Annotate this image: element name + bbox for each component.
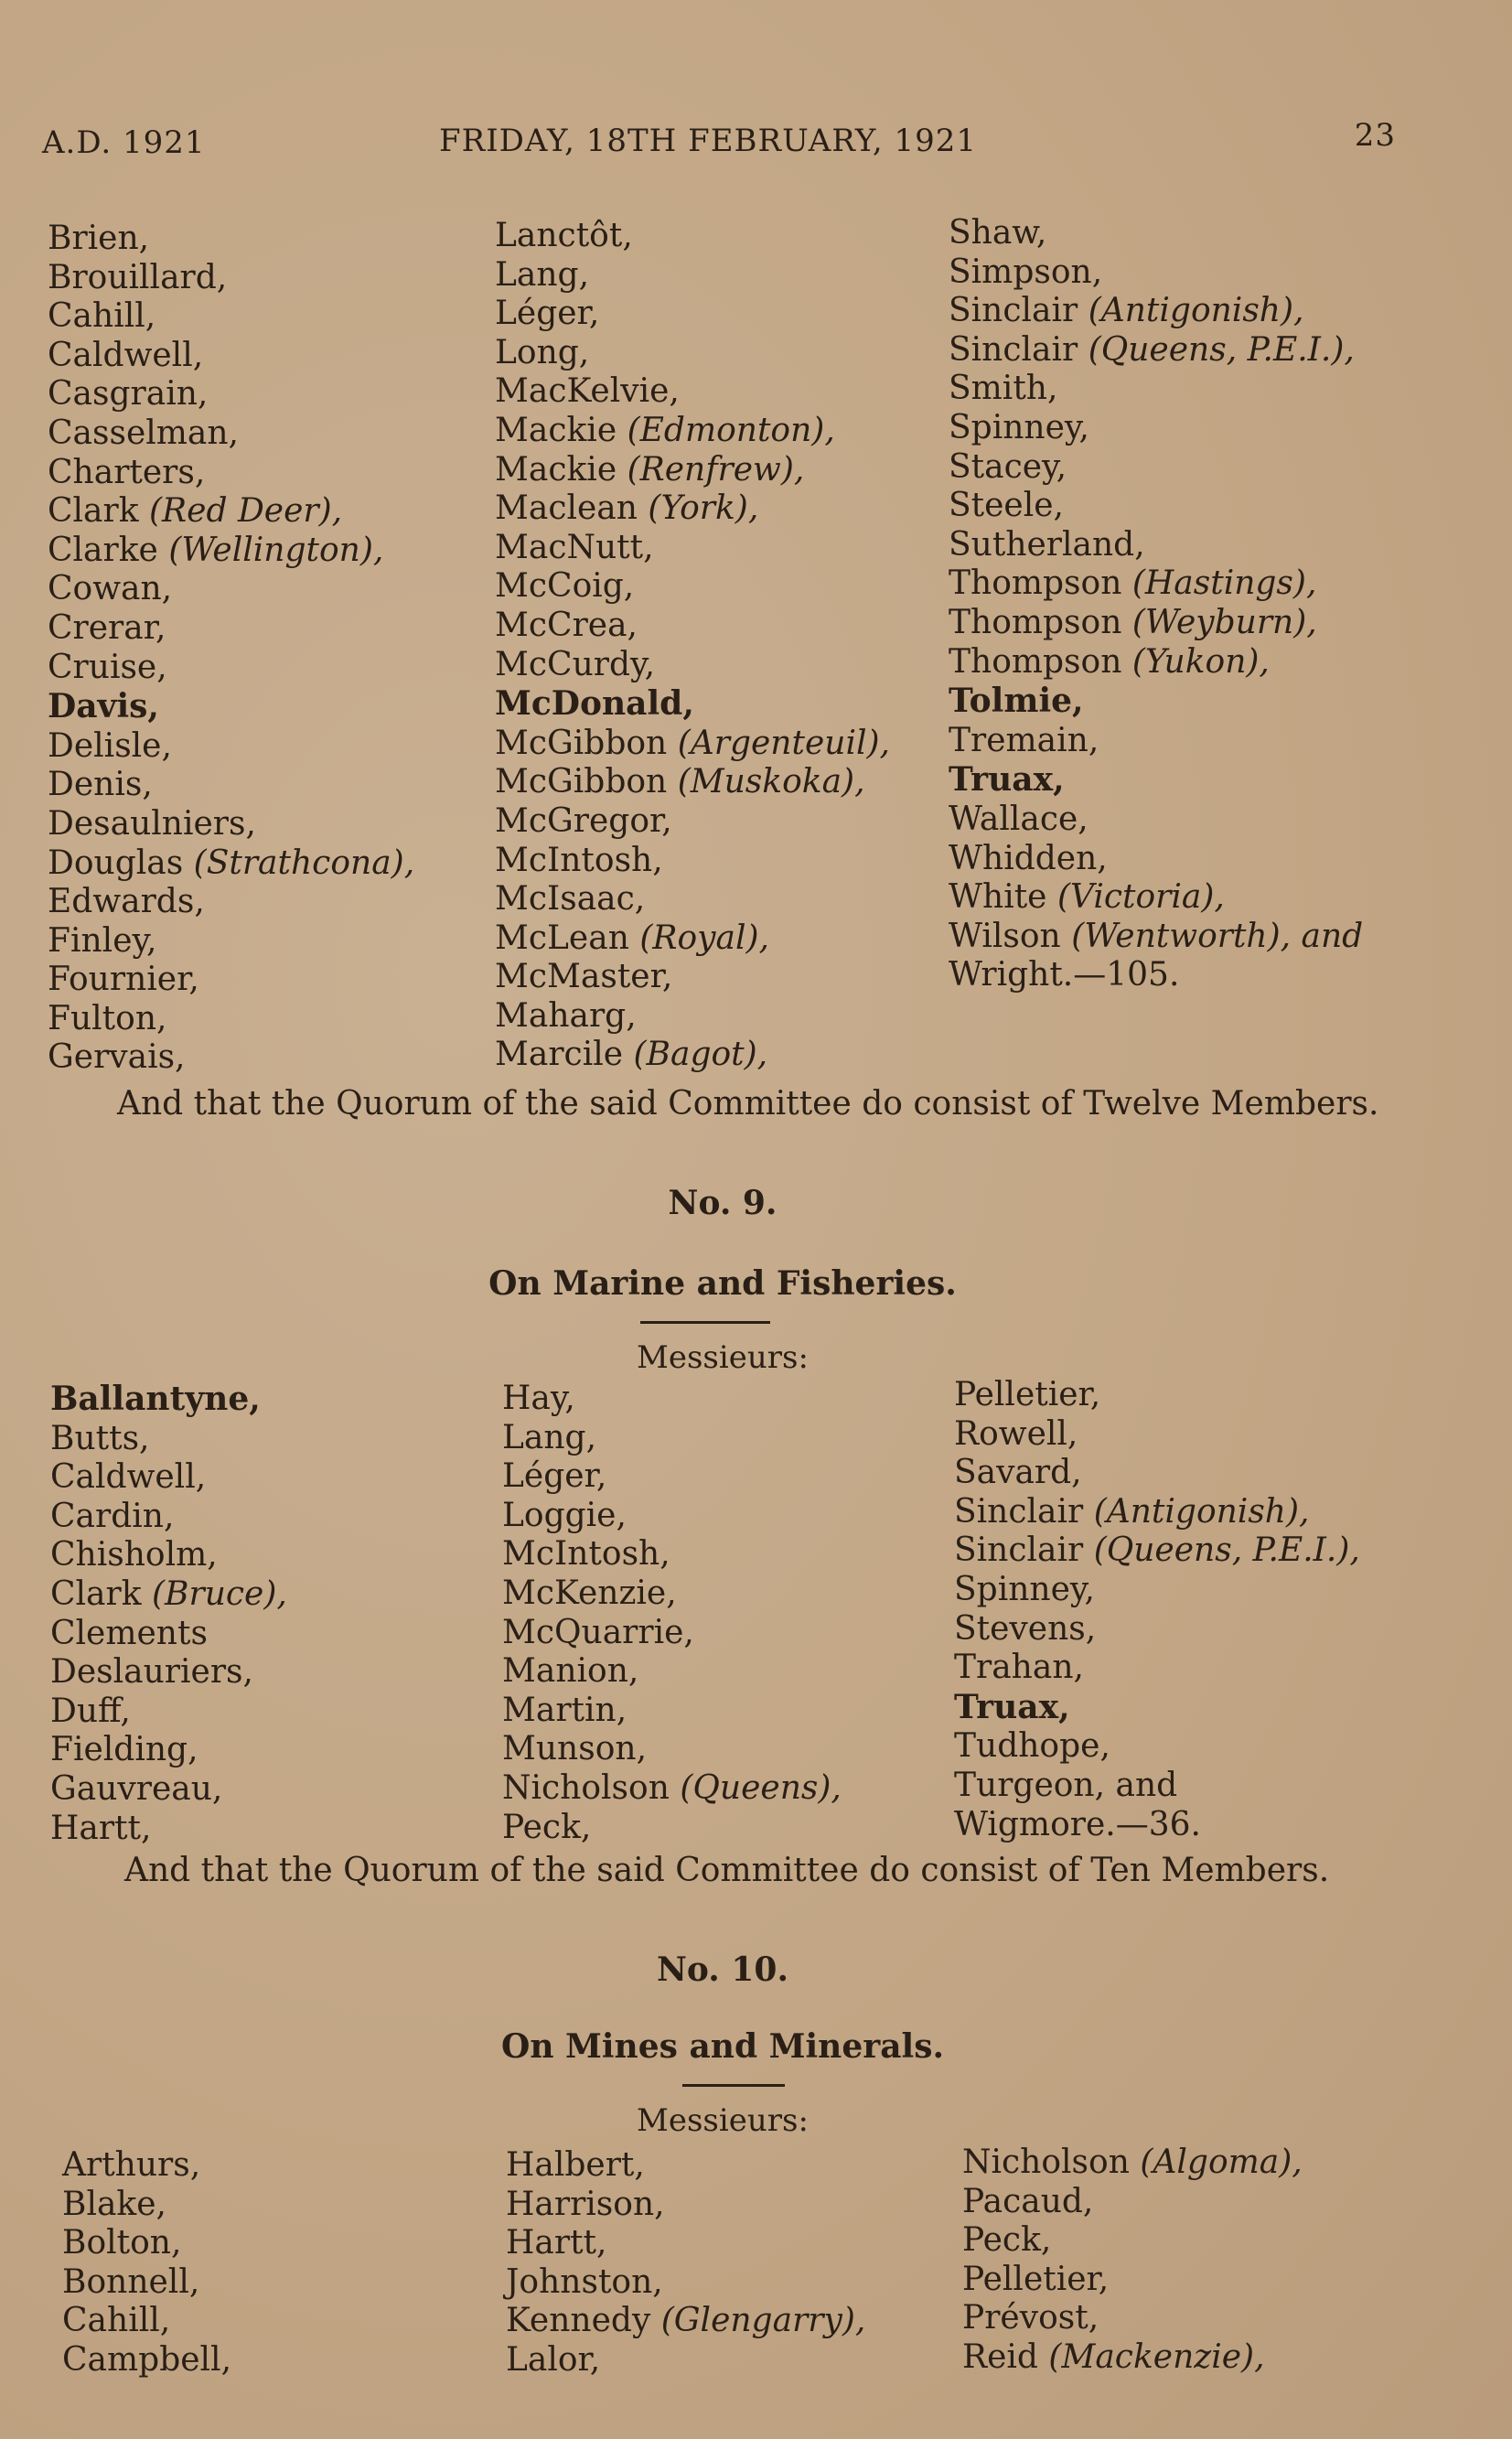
committee8-quorum: And that the Quorum of the said Committee do consist of Twelve Members. [117,1085,1379,1123]
member-name [949,564,1363,604]
member-name [50,1770,287,1810]
member-constituency: (Wentworth), and [1071,917,1364,955]
member-constituency: (Queens), [680,1768,842,1807]
member-name [962,2299,1303,2338]
member-surname: Brien, [48,220,150,257]
member-name [506,2146,865,2186]
member-surname: Cowan, [48,570,173,608]
member-surname: Léger, [495,295,600,333]
member-name [495,295,890,334]
member-name [954,1767,1360,1806]
member-surname: Wallace, [949,800,1088,838]
member-name [495,489,890,529]
member-surname: McDonald, [495,684,694,724]
member-name [502,1574,842,1614]
member-name [949,840,1363,879]
member-name [50,1458,287,1498]
member-name [495,334,890,373]
member-surname: Denis, [48,766,153,804]
member-surname: Trahan, [954,1649,1084,1687]
member-name [48,337,414,376]
page-number: 23 [1354,117,1396,154]
member-name [949,643,1363,682]
member-name [502,1809,842,1848]
member-surname: Chisholm, [50,1536,218,1574]
member-surname: Stacey, [949,447,1067,486]
member-surname: Caldwell, [50,1458,207,1497]
member-constituency: (Antigonish), [1088,292,1304,330]
member-constituency: (Antigonish), [1093,1492,1310,1531]
committee9-number: No. 9. [668,1184,777,1222]
member-name [48,766,414,805]
member-name [50,1536,287,1575]
member-surname: Long, [495,333,590,371]
member-surname: Mackie [495,450,617,489]
member-name [954,1688,1360,1728]
member-name [949,292,1363,331]
member-name [954,1610,1360,1649]
member-surname: Duff, [50,1692,131,1730]
member-surname: Casselman, [48,414,240,452]
member-surname: Brouillard, [48,258,228,296]
member-surname: McKenzie, [502,1574,677,1612]
member-surname: Gauvreau, [50,1769,223,1808]
member-name [954,1571,1360,1610]
member-name [949,682,1363,722]
member-surname: McCurdy, [495,645,656,683]
header-date: FRIDAY, 18TH FEBRUARY, 1921 [439,123,978,159]
member-name [949,956,1363,995]
member-surname: Peck, [502,1808,592,1846]
member-surname: McCrea, [495,606,638,644]
committee10-column1 [62,2146,231,2380]
member-surname: Wilson [949,917,1061,955]
member-surname: Lalor, [506,2340,601,2379]
member-constituency: (Renfrew), [627,450,805,489]
member-constituency: (Argenteuil), [677,724,890,762]
member-name [502,1614,842,1653]
member-surname: White [949,878,1047,917]
member-name [48,1000,414,1039]
member-surname: Blake, [62,2185,166,2223]
member-constituency: (Bagot), [633,1036,768,1074]
member-surname: Pelletier, [954,1376,1101,1413]
member-name [502,1769,842,1809]
member-name [48,492,414,532]
committee8-column2 [495,217,890,1075]
member-surname: Clark [50,1574,142,1613]
member-surname: Edwards, [48,883,205,921]
member-name [502,1497,842,1536]
member-name [48,844,414,884]
member-name [50,1498,287,1537]
member-name [495,880,890,919]
member-surname: Munson, [502,1730,648,1768]
member-surname: Loggie, [502,1496,627,1534]
member-name [62,2224,231,2263]
member-surname: Campbell, [62,2340,232,2379]
member-surname: McGibbon [495,724,668,762]
member-name [62,2302,231,2341]
member-surname: Cahill, [62,2302,171,2340]
member-surname: Prévost, [962,2299,1099,2337]
member-surname: Desaulniers, [48,804,256,843]
member-constituency: (Weyburn), [1131,603,1317,641]
member-surname: Sinclair [949,330,1078,369]
member-surname: Hartt, [50,1809,152,1847]
member-name [502,1535,842,1574]
member-name [962,2261,1303,2300]
member-name [495,958,890,997]
member-name [48,375,414,414]
member-constituency: (Muskoka), [677,763,865,801]
member-surname: Turgeon, and [954,1766,1178,1804]
member-surname: Truax, [949,760,1065,800]
member-surname: Wright.—105. [949,956,1180,994]
committee8-column1 [48,220,414,1078]
member-surname: Hay, [502,1380,575,1417]
member-surname: Truax, [954,1687,1070,1726]
member-name [506,2302,865,2341]
member-name [50,1810,287,1849]
member-surname: Cahill, [48,297,156,336]
member-name [48,649,414,688]
member-constituency: (Bruce), [152,1574,287,1613]
member-surname: Savard, [954,1454,1082,1492]
member-name [495,217,890,256]
committee9-quorum: And that the Quorum of the said Committee do consist of Ten Members. [124,1852,1330,1889]
member-surname: Cruise, [48,648,167,686]
member-name [954,1531,1360,1571]
member-constituency: (Hastings), [1131,564,1317,603]
member-surname: Caldwell, [48,336,204,374]
member-surname: Lanctôt, [495,217,633,254]
member-surname: Douglas [48,843,184,882]
member-surname: Spinney, [954,1570,1095,1608]
member-surname: Fielding, [50,1731,198,1769]
member-surname: Deslauriers, [50,1653,253,1692]
member-name [48,961,414,1000]
member-surname: Manion, [502,1652,639,1691]
member-surname: Sinclair [954,1531,1084,1570]
member-name [506,2186,865,2225]
member-surname: MacNutt, [495,528,654,566]
member-name [495,763,890,802]
member-surname: Butts, [50,1419,150,1457]
member-constituency: (Yukon), [1131,642,1270,681]
committee10-number: No. 10. [657,1950,788,1989]
member-name [495,529,890,568]
member-surname: Smith, [949,370,1058,408]
member-name [48,727,414,767]
page-header [42,117,1405,163]
member-name [50,1380,287,1420]
member-name [949,370,1363,409]
member-surname: Clark [48,492,139,531]
member-surname: Tremain, [949,721,1099,759]
member-name [954,1376,1360,1415]
member-surname: Cardin, [50,1497,175,1535]
member-name [495,372,890,412]
member-name [62,2263,231,2303]
member-constituency: (Queens, P.E.I.), [1088,330,1355,369]
member-name [48,922,414,962]
member-surname: McGibbon [495,763,668,801]
member-surname: Fulton, [48,999,167,1037]
committee10-column2 [506,2146,865,2380]
member-name [949,253,1363,293]
member-surname: Sinclair [954,1492,1084,1531]
committee10-messieurs: Messieurs: [637,2102,809,2139]
member-surname: Martin, [502,1691,627,1729]
member-surname: Delisle, [48,726,172,765]
member-constituency: (York), [648,489,759,528]
member-surname: Peck, [962,2221,1052,2260]
member-name [495,256,890,295]
member-surname: Pacaud, [962,2182,1094,2220]
member-surname: McIsaac, [495,880,646,919]
member-surname: Stevens, [954,1609,1097,1648]
member-surname: Lang, [502,1418,597,1456]
member-name [50,1653,287,1692]
member-name [48,805,414,844]
committee9-messieurs: Messieurs: [637,1339,809,1376]
member-name [495,412,890,451]
member-surname: Fournier, [48,961,199,999]
member-surname: Reid [962,2337,1038,2376]
member-name [48,687,414,727]
member-surname: Shaw, [949,214,1047,252]
member-name [495,567,890,607]
member-surname: Hartt, [506,2224,607,2262]
member-name [48,220,414,259]
member-name [50,1731,287,1770]
member-name [954,1727,1360,1767]
member-name [502,1457,842,1497]
member-name [949,918,1363,957]
member-surname: Halbert, [506,2146,645,2184]
member-constituency: (Strathcona), [193,843,415,882]
member-surname: Finley, [48,921,157,960]
member-constituency: (Victoria), [1056,878,1225,917]
member-surname: Nicholson [962,2144,1130,2181]
member-constituency: (Wellington), [168,531,384,569]
member-name [502,1652,842,1692]
header-year: A.D. 1921 [42,124,206,161]
member-constituency: (Queens, P.E.I.), [1093,1531,1360,1570]
member-name [495,1036,890,1075]
member-surname: Sutherland, [949,525,1145,564]
member-name [50,1420,287,1459]
member-name [48,1038,414,1078]
member-name [495,802,890,842]
member-surname: McMaster, [495,958,673,996]
member-surname: McGregor, [495,801,672,840]
member-name [495,725,890,764]
committee9-column1 [50,1380,287,1848]
member-constituency: (Red Deer), [149,492,343,531]
member-surname: Nicholson [502,1768,670,1807]
member-surname: Johnston, [506,2262,663,2301]
member-name [949,878,1363,918]
member-name [502,1730,842,1769]
member-name [48,297,414,337]
member-constituency: (Mackenzie), [1048,2337,1265,2376]
member-surname: Crerar, [48,608,166,647]
member-name [949,214,1363,253]
member-surname: Wigmore.—36. [954,1805,1201,1843]
member-name [48,883,414,922]
committee10-title: On Mines and Minerals. [500,2027,945,2066]
member-name [949,800,1363,840]
member-surname: Davis, [48,687,159,726]
member-name [495,646,890,685]
member-surname: Maharg, [495,996,637,1035]
member-surname: Ballantyne, [50,1380,261,1418]
member-name [962,2183,1303,2222]
member-name [62,2146,231,2186]
member-surname: McCoig, [495,567,635,606]
member-surname: Maclean [495,489,638,528]
member-surname: Pelletier, [962,2260,1110,2298]
member-surname: Thompson [949,564,1122,603]
member-name [62,2186,231,2225]
member-constituency: (Glengarry), [660,2302,866,2340]
member-name [50,1615,287,1654]
member-name [949,526,1363,565]
member-surname: Simpson, [949,252,1103,291]
committee8-column3 [949,214,1363,995]
member-name [50,1575,287,1615]
member-name [962,2338,1303,2378]
member-surname: McIntosh, [502,1535,670,1574]
committee9-column2 [502,1380,842,1847]
member-surname: McQuarrie, [502,1613,694,1651]
member-name [62,2341,231,2380]
member-surname: Clements [50,1614,208,1652]
member-surname: Spinney, [949,408,1089,446]
member-name [495,997,890,1037]
member-name [495,842,890,881]
member-name [949,487,1363,526]
member-surname: McLean [495,919,629,957]
member-name [50,1692,287,1732]
member-name [954,1415,1360,1455]
member-name [949,331,1363,371]
member-name [502,1419,842,1458]
member-surname: Steele, [949,487,1064,525]
member-name [48,609,414,649]
member-surname: Casgrain, [48,375,209,414]
member-name [48,532,414,571]
member-surname: Harrison, [506,2185,665,2223]
member-name [962,2221,1303,2261]
member-name [495,684,890,725]
member-surname: Gervais, [48,1038,186,1077]
member-surname: Sinclair [949,292,1078,330]
member-name [495,919,890,959]
member-name [495,451,890,490]
member-name [495,607,890,646]
member-name [48,454,414,493]
member-constituency: (Edmonton), [627,411,835,449]
member-surname: Marcile [495,1036,624,1074]
member-name [506,2341,865,2380]
committee9-column3 [954,1376,1360,1844]
member-name [48,414,414,454]
member-surname: Thompson [949,603,1122,641]
member-name [502,1380,842,1419]
member-surname: Whidden, [949,839,1108,877]
committee10-column3 [962,2144,1303,2378]
member-name [954,1649,1360,1688]
member-surname: Léger, [502,1457,607,1496]
member-name [954,1454,1360,1493]
member-name [502,1692,842,1731]
member-surname: Rowell, [954,1414,1078,1453]
member-surname: Tudhope, [954,1727,1110,1766]
member-surname: MacKelvie, [495,372,680,411]
member-surname: Thompson [949,642,1122,681]
member-name [954,1806,1360,1845]
member-surname: Mackie [495,411,617,449]
member-surname: Arthurs, [62,2146,201,2184]
member-name [949,722,1363,761]
member-constituency: (Royal), [639,919,769,957]
member-surname: Charters, [48,453,206,491]
member-surname: Clarke [48,531,158,569]
member-name [48,570,414,609]
member-surname: Bonnell, [62,2262,200,2301]
committee9-rule [640,1321,770,1324]
member-name [949,448,1363,488]
member-surname: Tolmie, [949,682,1084,721]
member-name [506,2224,865,2263]
member-name [949,409,1363,448]
member-surname: McIntosh, [495,841,663,879]
member-name [48,259,414,298]
committee10-rule [682,2084,785,2087]
member-surname: Lang, [495,255,590,294]
member-name [506,2263,865,2303]
member-name [962,2144,1303,2183]
committee9-title: On Marine and Fisheries. [488,1264,957,1303]
member-name [954,1493,1360,1532]
member-name [949,760,1363,800]
member-constituency: (Algoma), [1140,2144,1303,2181]
member-surname: Bolton, [62,2224,182,2262]
member-name [949,604,1363,643]
member-surname: Kennedy [506,2302,651,2340]
